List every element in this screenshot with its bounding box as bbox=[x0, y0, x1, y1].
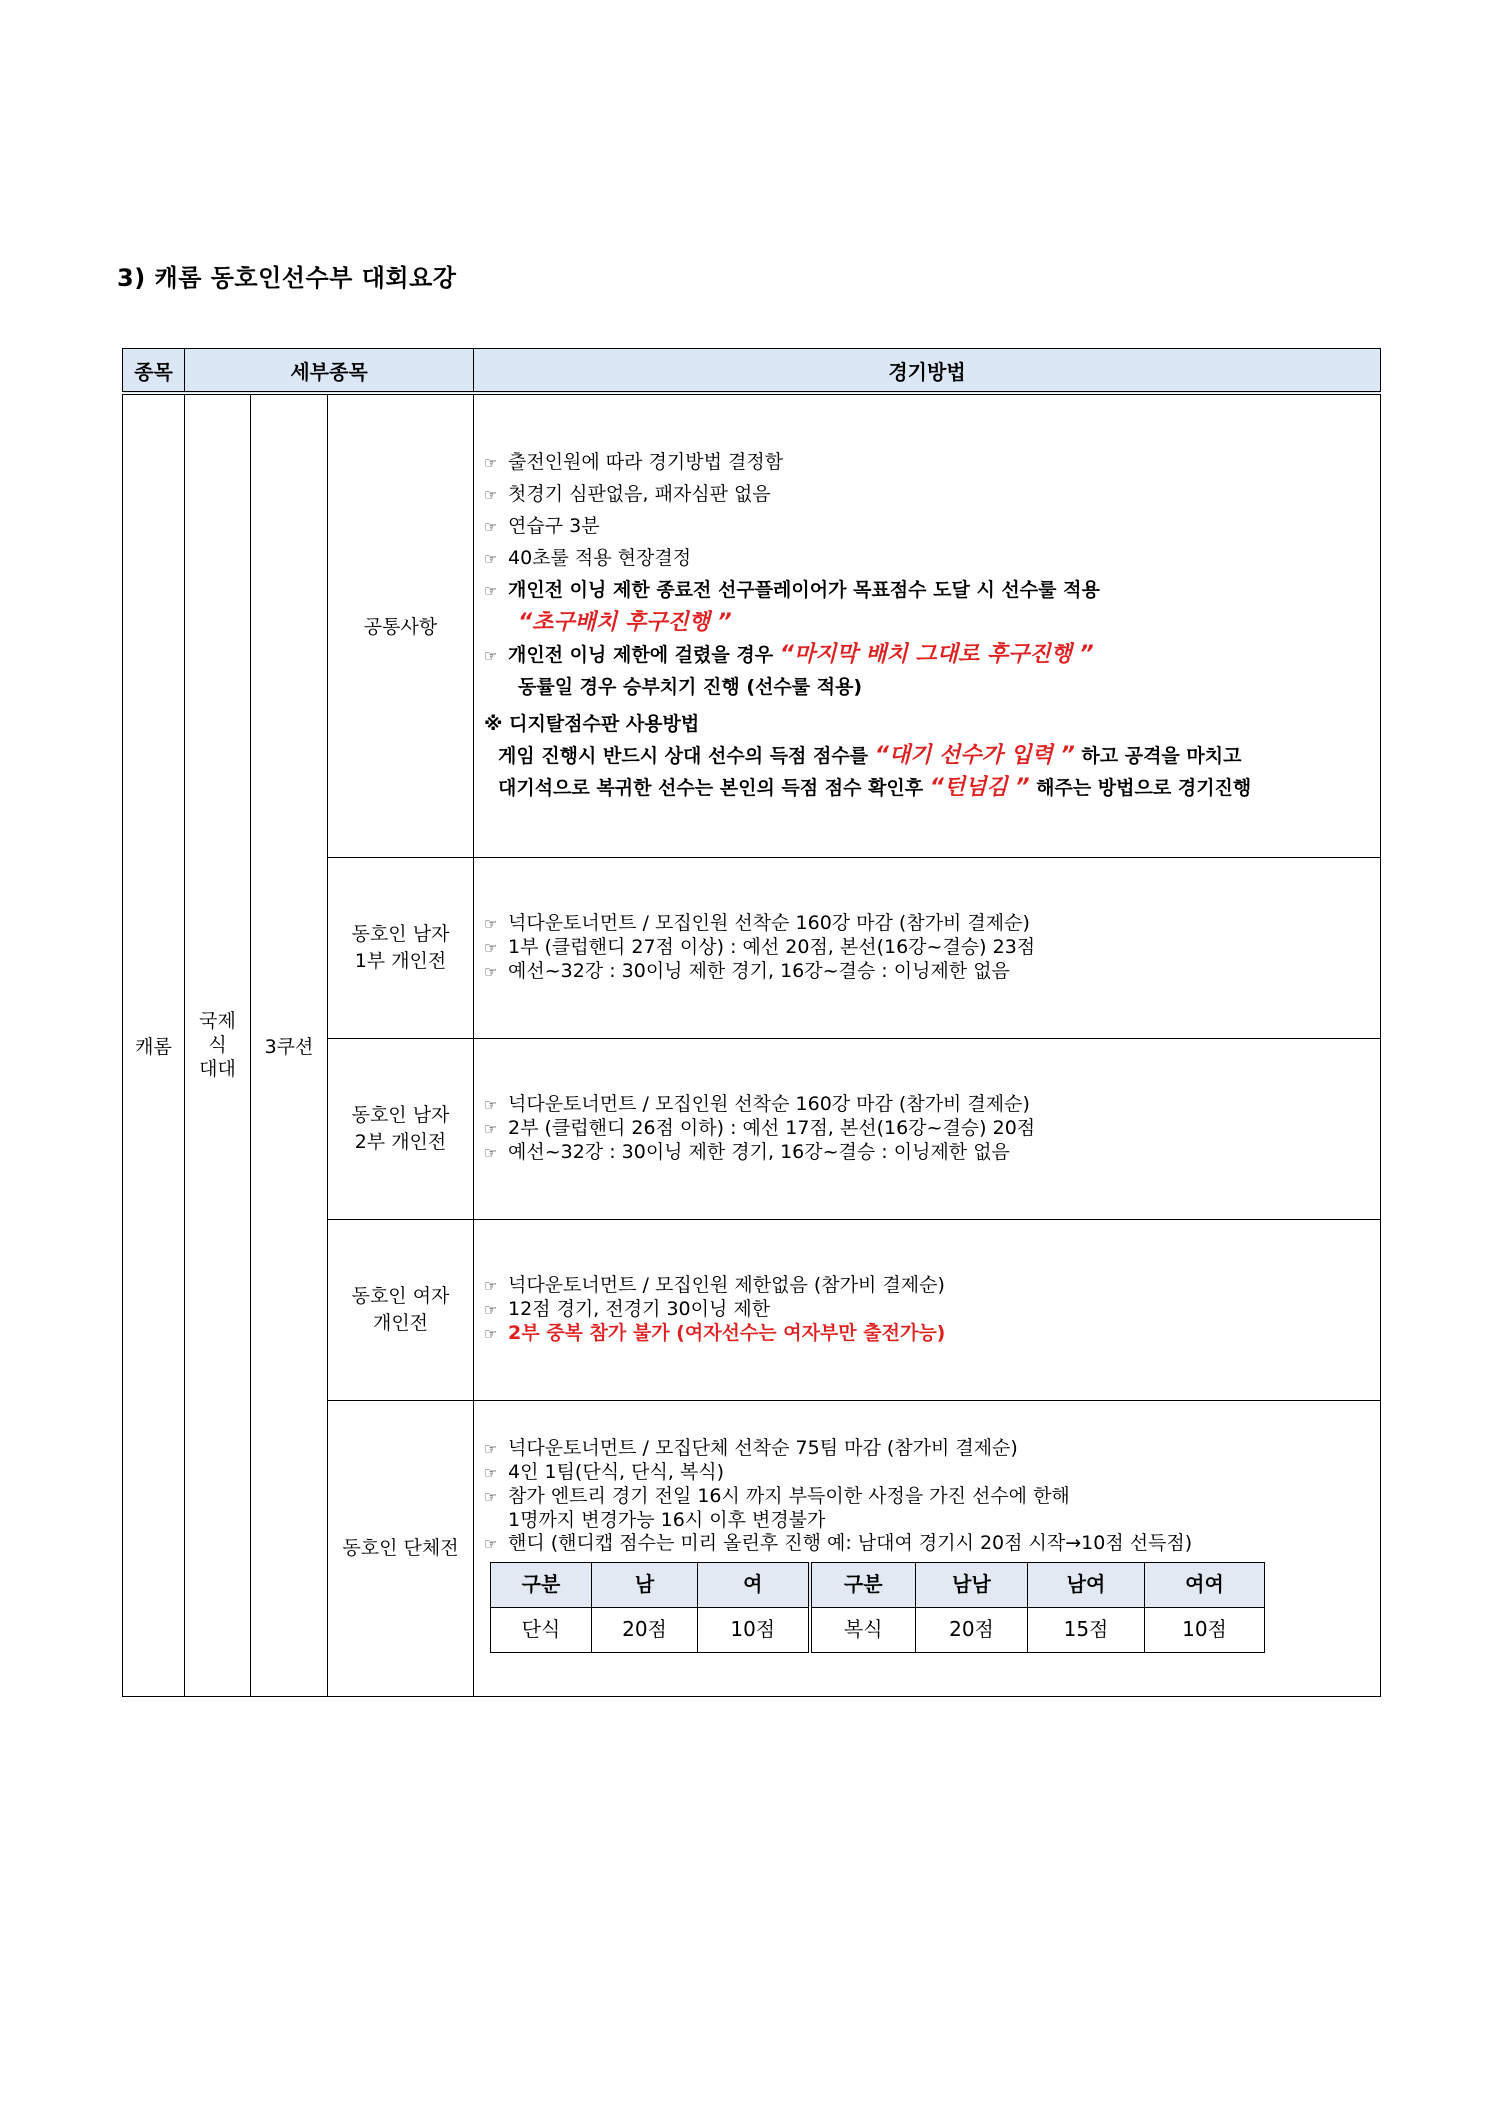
pointing-hand-icon: ☞ bbox=[484, 647, 498, 666]
handicap-header-row bbox=[491, 1562, 1265, 1607]
digital-title: ※ 디지탈점수판 사용방법 bbox=[484, 713, 700, 736]
list-item: ☞ 넉다운토너먼트 / 모집인원 제한없음 (참가비 결제순) bbox=[484, 1273, 945, 1296]
list-item: ☞ 넉다운토너먼트 / 모집단체 선착순 75팀 마감 (참가비 결제순) bbox=[484, 1436, 1018, 1459]
list-item: ☞ 개인전 이닝 제한 종료전 선구플레이어가 목표점수 도달 시 선수룰 적용 bbox=[484, 575, 1380, 607]
cushion-cell: 3쿠션 bbox=[251, 393, 328, 1696]
pointing-hand-icon: ☞ bbox=[484, 1324, 498, 1343]
list-item: ☞ 4인 1팀(단식, 단식, 복식) bbox=[484, 1460, 725, 1483]
list-item: ☞ 넉다운토너먼트 / 모집인원 선착순 160강 마감 (참가비 결제순) bbox=[484, 1092, 1030, 1115]
handicap-header: 구분 bbox=[810, 1562, 916, 1607]
header-sub-event: 세부종목 bbox=[185, 349, 474, 394]
list-item: 대기석으로 복귀한 선수는 본인의 득점 점수 확인후 “턴넘김 ” 해주는 방법으로 경기진행 bbox=[498, 775, 1252, 801]
list-item: ☞ 출전인원에 따라 경기방법 결정함 bbox=[484, 447, 1380, 479]
pointing-hand-icon: ☞ bbox=[484, 1534, 498, 1553]
list-item: ☞ 넉다운토너먼트 / 모집인원 선착순 160강 마감 (참가비 결제순) bbox=[484, 911, 1030, 934]
list-item: ☞ 2부 중복 참가 불가 (여자선수는 여자부만 출전가능) bbox=[484, 1321, 946, 1344]
pointing-hand-icon: ☞ bbox=[484, 938, 498, 957]
list-item: ☞ 1부 (클럽핸디 27점 이상) : 예선 20점, 본선(16강~결승) 23점 bbox=[484, 935, 1036, 958]
men2-methods bbox=[474, 1038, 1381, 1219]
handicap-header: 남 bbox=[592, 1562, 698, 1607]
handicap-value: 단식 bbox=[491, 1607, 592, 1652]
pointing-hand-icon: ☞ bbox=[484, 454, 498, 473]
list-item: ☞ 40초룰 적용 현장결정 bbox=[484, 543, 1380, 575]
event-cell: 캐롬 bbox=[123, 393, 185, 1696]
pointing-hand-icon: ☞ bbox=[484, 486, 498, 505]
men1-methods bbox=[474, 857, 1381, 1038]
pointing-hand-icon: ☞ bbox=[484, 962, 498, 981]
list-item: ☞ 참가 엔트리 경기 전일 16시 까지 부득이한 사정을 가진 선수에 한해 bbox=[484, 1484, 1070, 1507]
pointing-hand-icon: ☞ bbox=[484, 1095, 498, 1114]
handicap-header: 남남 bbox=[916, 1562, 1028, 1607]
handicap-table bbox=[490, 1562, 1265, 1653]
pointing-hand-icon: ☞ bbox=[484, 518, 498, 537]
list-item: ☞ 예선~32강 : 30이닝 제한 경기, 16강~결승 : 이닝제한 없음 bbox=[484, 1140, 1010, 1163]
pointing-hand-icon: ☞ bbox=[484, 582, 498, 601]
list-item: ☞ 연습구 3분 bbox=[484, 511, 1380, 543]
header-method: 경기방법 bbox=[474, 349, 1381, 394]
handicap-value: 10점 bbox=[698, 1607, 810, 1652]
pointing-hand-icon: ☞ bbox=[484, 1276, 498, 1295]
handicap-value: 15점 bbox=[1028, 1607, 1145, 1652]
handicap-value: 20점 bbox=[916, 1607, 1028, 1652]
list-item: ☞ 예선~32강 : 30이닝 제한 경기, 16강~결승 : 이닝제한 없음 bbox=[484, 959, 1010, 982]
table-header-row bbox=[123, 349, 1381, 394]
pointing-hand-icon: ☞ bbox=[484, 1119, 498, 1138]
pointing-hand-icon: ☞ bbox=[484, 1439, 498, 1458]
pointing-hand-icon: ☞ bbox=[484, 1463, 498, 1482]
handicap-header: 여여 bbox=[1145, 1562, 1265, 1607]
women-label: 동호인 여자 개인전 bbox=[328, 1219, 474, 1400]
handicap-value: 10점 bbox=[1145, 1607, 1265, 1652]
list-item: ☞ 핸디 (핸디캡 점수는 미리 올린후 진행 예: 남대여 경기시 20점 시작→10점 선득점) bbox=[484, 1531, 1193, 1554]
category-cell: 국제 식 대대 bbox=[185, 393, 251, 1696]
list-item: ☞ 개인전 이닝 제한에 걸렸을 경우 “마지막 배치 그대로 후구진행 ” bbox=[484, 639, 1380, 672]
men1-label: 동호인 남자 1부 개인전 bbox=[328, 857, 474, 1038]
page-title: 3) 캐롬 동호인선수부 대회요강 bbox=[117, 264, 457, 292]
handicap-header: 남여 bbox=[1028, 1562, 1145, 1607]
pointing-hand-icon: ☞ bbox=[484, 914, 498, 933]
pointing-hand-icon: ☞ bbox=[484, 1300, 498, 1319]
handicap-value: 복식 bbox=[810, 1607, 916, 1652]
team-label: 동호인 단체전 bbox=[328, 1400, 474, 1696]
pointing-hand-icon: ☞ bbox=[484, 1487, 498, 1506]
list-item: 게임 진행시 반드시 상대 선수의 득점 점수를 “대기 선수가 입력 ” 하고 공격을 마치고 bbox=[498, 743, 1242, 769]
common-methods bbox=[474, 393, 1381, 857]
men2-label: 동호인 남자 2부 개인전 bbox=[328, 1038, 474, 1219]
pointing-hand-icon: ☞ bbox=[484, 550, 498, 569]
list-item: “초구배치 후구진행 ” bbox=[518, 610, 732, 636]
table-row-common bbox=[123, 393, 1381, 857]
list-item: 동률일 경우 승부치기 진행 (선수룰 적용) bbox=[518, 676, 863, 699]
list-item: ☞ 2부 (클럽핸디 26점 이하) : 예선 17점, 본선(16강~결승) 20점 bbox=[484, 1116, 1036, 1139]
common-label: 공통사항 bbox=[328, 393, 474, 857]
team-methods bbox=[474, 1400, 1381, 1696]
list-item: 1명까지 변경가능 16시 이후 변경불가 bbox=[508, 1508, 826, 1531]
list-item: ☞ 12점 경기, 전경기 30이닝 제한 bbox=[484, 1297, 771, 1320]
rules-table bbox=[122, 348, 1381, 1697]
handicap-value: 20점 bbox=[592, 1607, 698, 1652]
pointing-hand-icon: ☞ bbox=[484, 1143, 498, 1162]
handicap-value-row bbox=[491, 1607, 1265, 1652]
women-methods bbox=[474, 1219, 1381, 1400]
handicap-header: 구분 bbox=[491, 1562, 592, 1607]
handicap-header: 여 bbox=[698, 1562, 810, 1607]
header-event: 종목 bbox=[123, 349, 185, 394]
list-item: ☞ 첫경기 심판없음, 패자심판 없음 bbox=[484, 479, 1380, 511]
